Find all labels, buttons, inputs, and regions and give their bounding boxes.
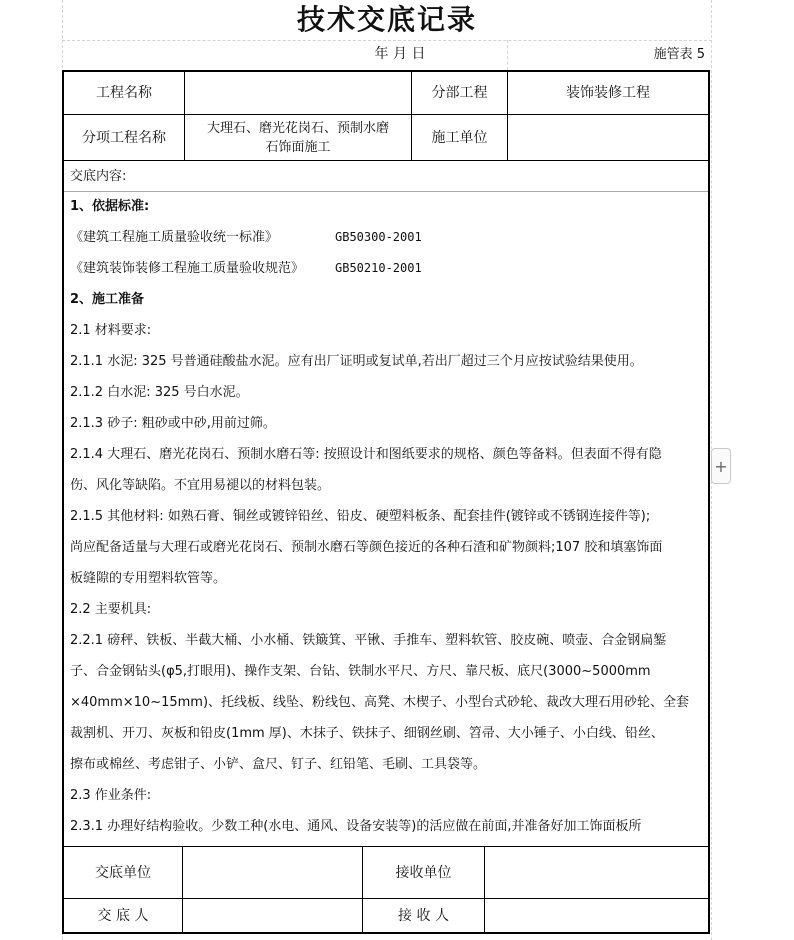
table-rule bbox=[64, 160, 708, 161]
add-row-button[interactable]: + bbox=[711, 448, 731, 484]
project-name-label: 工程名称 bbox=[96, 85, 152, 101]
section-heading bbox=[70, 191, 704, 222]
content-line-text: 2.3.1 办理好结构验收。少数工种(水电、通风、设备安装等)的活应做在前面,并准备好加工饰面板所 bbox=[70, 819, 642, 834]
content-line-text: 1、依据标准: bbox=[70, 199, 150, 214]
content-line bbox=[70, 408, 704, 439]
content-label: 交底内容: bbox=[70, 169, 127, 184]
receiving-unit-label: 接收单位 bbox=[395, 864, 452, 881]
content-line bbox=[70, 625, 704, 656]
project-name-field[interactable] bbox=[185, 72, 411, 114]
standard-code: GB50210-2001 bbox=[335, 261, 422, 275]
content-line-text: 2.1 材料要求: bbox=[70, 323, 152, 338]
content-line bbox=[70, 377, 704, 408]
content-line-text: 2.3 作业条件: bbox=[70, 788, 152, 803]
section-heading bbox=[70, 284, 704, 315]
content-line bbox=[70, 780, 704, 811]
subitem-label: 分项工程名称 bbox=[82, 129, 166, 146]
content-line bbox=[70, 811, 704, 842]
content-line bbox=[70, 718, 704, 749]
content-line-text: 擦布或棉丝、考虑钳子、小铲、盒尺、钉子、红铅笔、毛刷、工具袋等。 bbox=[70, 757, 487, 772]
content-line bbox=[70, 470, 704, 501]
content-line-text: 2.1.2 白水泥: 325 号白水泥。 bbox=[70, 385, 249, 400]
content-line-text: 2.1.5 其他材料: 如熟石膏、铜丝或镀锌铅丝、铅皮、硬塑料板条、配套挂件(镀锌或不锈钢连接件等); bbox=[70, 509, 651, 524]
content-line bbox=[70, 439, 704, 470]
content-line bbox=[70, 346, 704, 377]
content-line-text: 板缝隙的专用塑料软管等。 bbox=[70, 571, 227, 586]
sheet-gridline bbox=[507, 40, 508, 70]
content-line bbox=[70, 222, 704, 253]
content-line-text: 2.1.1 水泥: 325 号普通硅酸盐水泥。应有出厂证明或复试单,若出厂超过三个月应按试验结果使用。 bbox=[70, 354, 643, 369]
content-line-text: 尚应配备适量与大理石或磨光花岗石、预制水磨石等颜色接近的各种石渣和矿物颜料;107 胶和填塞饰面 bbox=[70, 540, 663, 555]
content-line-text: 子、合金钢钻头(φ5,打眼用)、操作支架、台钻、铁制水平尺、方尺、靠尺板、底尺(3000~5000mm bbox=[70, 664, 651, 679]
content-line-text: 2.1.4 大理石、磨光花岗石、预制水磨石等: 按照设计和图纸要求的规格、颜色等备料。但表面不得有隐 bbox=[70, 447, 662, 462]
content-line bbox=[70, 594, 704, 625]
content-line bbox=[70, 687, 704, 718]
content-line bbox=[70, 315, 704, 346]
receiving-person-field[interactable] bbox=[485, 899, 708, 932]
form-number: 施管表 5 bbox=[653, 47, 705, 62]
handover-person-label: 交 底 人 bbox=[97, 907, 149, 924]
division-label: 分部工程 bbox=[431, 85, 488, 101]
handover-person-field[interactable] bbox=[183, 899, 362, 932]
content-line-text: 2.1.3 砂子: 粗砂或中砂,用前过筛。 bbox=[70, 416, 276, 431]
document-title: 技术交底记录 bbox=[296, 3, 477, 36]
content-line-text: 2、施工准备 bbox=[70, 292, 145, 307]
contractor-label: 施工单位 bbox=[431, 129, 488, 146]
handover-unit-field[interactable] bbox=[183, 847, 362, 898]
content-line bbox=[70, 749, 704, 780]
contractor-field[interactable] bbox=[508, 115, 708, 160]
division-field[interactable]: 装饰装修工程 bbox=[566, 85, 650, 101]
content-line-text: 2.2.1 磅秤、铁板、半截大桶、小水桶、铁簸箕、平锹、手推车、塑料软管、胶皮碗、喷壶、合金钢扁錾 bbox=[70, 633, 667, 648]
handover-content[interactable] bbox=[70, 163, 704, 842]
content-line bbox=[70, 501, 704, 532]
receiving-unit-field[interactable] bbox=[485, 847, 708, 898]
content-line bbox=[70, 656, 704, 687]
subitem-field[interactable]: 大理石、磨光花岗石、预制水磨石饰面施工 bbox=[206, 120, 389, 155]
receiving-person-label: 接 收 人 bbox=[398, 907, 449, 924]
content-line bbox=[70, 532, 704, 563]
handover-unit-label: 交底单位 bbox=[95, 864, 151, 881]
content-line bbox=[70, 253, 704, 284]
content-line-text: 《建筑装饰装修工程施工质量验收规范》 bbox=[70, 261, 305, 276]
content-line-text: 《建筑工程施工质量验收统一标准》 bbox=[70, 230, 279, 245]
content-line-text: 2.2 主要机具: bbox=[70, 602, 152, 617]
standard-code: GB50300-2001 bbox=[335, 230, 422, 244]
record-table bbox=[62, 70, 710, 934]
content-line-text: 裁割机、开刀、灰板和铅皮(1mm 厚)、木抹子、铁抹子、细钢丝刷、笤帚、大小锤子、小白线、铅丝、 bbox=[70, 726, 664, 741]
date-label: 年 月 日 bbox=[374, 46, 426, 62]
content-line-text: 伤、风化等缺陷。不宜用易褪以的材料包装。 bbox=[70, 478, 331, 493]
content-line-text: ×40mm×10~15mm)、托线板、线坠、粉线包、高凳、木楔子、小型台式砂轮、裁改大理石用砂轮、全套 bbox=[70, 695, 690, 710]
content-line bbox=[70, 563, 704, 594]
